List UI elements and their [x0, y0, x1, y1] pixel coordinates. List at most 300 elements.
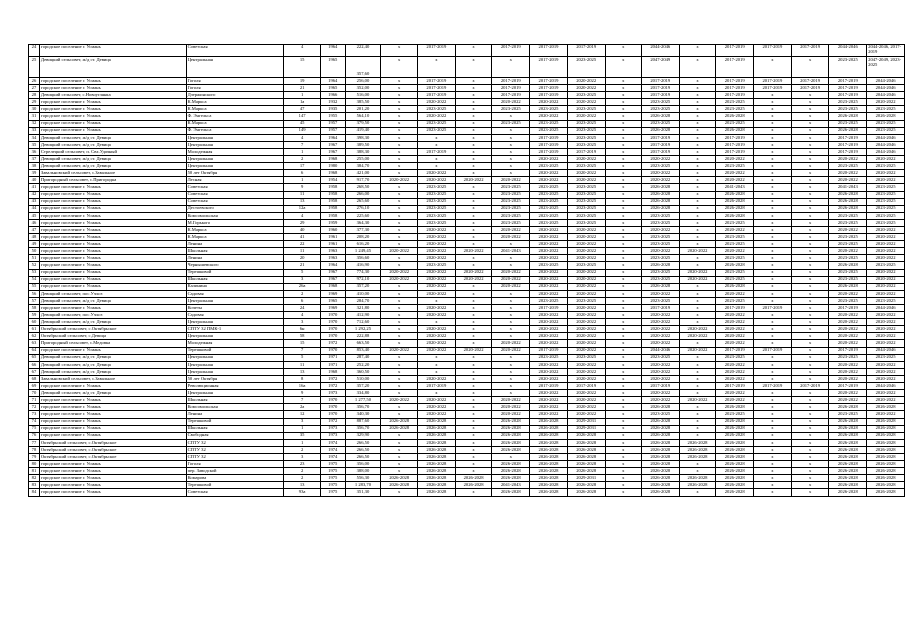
- table-cell-area: 516,00: [345, 92, 381, 99]
- table-cell-work-7: х: [605, 361, 641, 368]
- table-cell-work-7: х: [605, 326, 641, 333]
- table-row: [29, 390, 905, 397]
- table-cell-work-12: х: [791, 375, 829, 382]
- table-cell-work-12: х: [791, 461, 829, 468]
- table-cell-row-number: 69: [29, 383, 40, 390]
- table-cell-work-4: 2020-2022: [492, 283, 530, 290]
- table-row: [29, 354, 905, 361]
- table-cell-work-8: 2026-2028: [641, 191, 679, 198]
- table-cell-work-13: 2026-2028: [829, 262, 867, 269]
- table-cell-work-2: 2020-2022: [418, 276, 456, 283]
- table-cell-work-2: 2023-2025: [418, 106, 456, 113]
- table-cell-work-3: х: [455, 134, 492, 141]
- table-cell-area: 356,70: [345, 425, 381, 432]
- table-cell-work-11: х: [754, 113, 792, 120]
- table-cell-work-12: х: [791, 226, 829, 233]
- table-row: [29, 226, 905, 233]
- table-cell-work-1: х: [381, 113, 418, 120]
- table-cell-work-4: 2026-2028: [492, 475, 530, 482]
- table-row: [29, 340, 905, 347]
- table-cell-work-13: 2023-2025: [829, 57, 867, 78]
- table-cell-work-5: 2020-2022: [530, 177, 568, 184]
- table-cell-work-3: 2020-2022: [455, 276, 492, 283]
- table-cell-row-number: 29: [29, 99, 40, 106]
- table-cell-work-5: 2020-2022: [530, 113, 568, 120]
- table-cell-year-built: 1970: [320, 312, 345, 319]
- table-cell-street: Советская: [186, 45, 284, 57]
- table-cell-work-6: 2026-2028: [567, 468, 605, 475]
- table-cell-work-7: х: [605, 383, 641, 390]
- table-cell-work-6: 2023-2025: [567, 297, 605, 304]
- table-cell-work-3: х: [455, 184, 492, 191]
- table-cell-work-11: х: [754, 177, 792, 184]
- table-cell-street: Кочеты: [186, 305, 284, 312]
- table-cell-work-8: 2023-2025: [641, 354, 679, 361]
- table-cell-work-10: 2026-2028: [716, 425, 754, 432]
- table-cell-municipality: Стрелецкий сельсовет, п. Свх.Удачный: [39, 148, 186, 155]
- table-cell-work-5: 2026-2028: [530, 432, 568, 439]
- table-cell-area: 972,10: [345, 276, 381, 283]
- table-cell-work-3: х: [455, 468, 492, 475]
- table-cell-work-9: х: [679, 241, 716, 248]
- table-cell-work-14: 2023-2025: [867, 198, 905, 205]
- table-cell-work-2: х: [418, 297, 456, 304]
- table-cell-row-number: 35: [29, 141, 40, 148]
- table-cell-work-13: 2023-2025: [829, 219, 867, 226]
- table-cell-work-14: 2020-2022: [867, 170, 905, 177]
- table-cell-area: 853,40: [345, 347, 381, 354]
- table-cell-work-13: 2023-2025: [829, 106, 867, 113]
- table-cell-work-2: х: [418, 141, 456, 148]
- table-cell-year-built: 1975: [320, 461, 345, 468]
- table-row: [29, 397, 905, 404]
- table-cell-row-number: 25: [29, 57, 40, 78]
- table-cell-year-built: 1972: [320, 418, 345, 425]
- table-row: [29, 57, 905, 78]
- table-cell-work-6: 2023-2025: [567, 184, 605, 191]
- table-cell-work-9: х: [679, 141, 716, 148]
- table-cell-work-4: х: [492, 361, 530, 368]
- table-cell-row-number: 50: [29, 248, 40, 255]
- table-row: [29, 432, 905, 439]
- table-cell-work-6: 2026-2028: [567, 489, 605, 496]
- table-cell-work-1: х: [381, 305, 418, 312]
- table-cell-work-11: 2017-2019: [754, 347, 792, 354]
- table-cell-work-11: х: [754, 99, 792, 106]
- table-cell-work-9: х: [679, 170, 716, 177]
- table-cell-work-9: 2020-2022: [679, 248, 716, 255]
- table-cell-work-10: 2023-2025: [716, 241, 754, 248]
- table-cell-street: Советская: [186, 489, 284, 496]
- table-cell-area: 255,00: [345, 156, 381, 163]
- table-cell-work-5: 2020-2022: [530, 290, 568, 297]
- table-cell-work-12: х: [791, 269, 829, 276]
- table-cell-house-number: 6: [284, 297, 320, 304]
- table-cell-year-built: 1957: [320, 127, 345, 134]
- table-cell-year-built: 1970: [320, 397, 345, 404]
- table-cell-work-4: х: [492, 148, 530, 155]
- table-cell-work-12: х: [791, 390, 829, 397]
- table-cell-work-7: х: [605, 148, 641, 155]
- table-cell-work-14: 2044-2046, 2017-2019: [867, 45, 905, 57]
- table-cell-work-8: 2026-2028: [641, 489, 679, 496]
- table-cell-work-11: х: [754, 219, 792, 226]
- table-cell-work-9: х: [679, 191, 716, 198]
- table-cell-work-8: 2017-2019: [641, 141, 679, 148]
- table-cell-street: Комсомольская: [186, 404, 284, 411]
- table-cell-municipality: городское поселение г. Усмань: [39, 248, 186, 255]
- table-cell-row-number: 83: [29, 482, 40, 489]
- table-cell-work-4: 2020-2022: [492, 347, 530, 354]
- table-cell-work-8: 2020-2022: [641, 361, 679, 368]
- table-row: [29, 283, 905, 290]
- table-cell-area: 357,60: [345, 57, 381, 78]
- capital-repair-schedule-table: [28, 44, 905, 497]
- table-cell-work-2: х: [418, 163, 456, 170]
- table-cell-year-built: 1957: [320, 120, 345, 127]
- table-cell-house-number: 4: [284, 134, 320, 141]
- table-cell-work-14: 2020-2022: [867, 234, 905, 241]
- table-cell-work-3: х: [455, 312, 492, 319]
- table-cell-work-11: х: [754, 198, 792, 205]
- table-cell-work-13: 2017-2019: [829, 78, 867, 85]
- table-cell-street: Молодежная: [186, 340, 284, 347]
- table-cell-work-1: х: [381, 375, 418, 382]
- table-cell-municipality: городское поселение г. Усмань: [39, 461, 186, 468]
- table-cell-municipality: Девицкий сельсовет, пос.Учхоз: [39, 290, 186, 297]
- table-cell-street: Чернышевского: [186, 262, 284, 269]
- table-cell-work-8: 2026-2028: [641, 475, 679, 482]
- table-cell-work-6: 2017-2019: [567, 45, 605, 57]
- table-cell-work-10: 2020-2022: [716, 312, 754, 319]
- table-cell-street: Центральная: [186, 390, 284, 397]
- table-cell-work-12: х: [791, 234, 829, 241]
- table-cell-year-built: 1973: [320, 425, 345, 432]
- table-cell-street: Комсомольская: [186, 212, 284, 219]
- table-cell-year-built: 1972: [320, 383, 345, 390]
- table-cell-work-8: 2017-2019: [641, 383, 679, 390]
- table-cell-work-10: 2017-2019: [716, 347, 754, 354]
- table-cell-work-7: х: [605, 262, 641, 269]
- table-cell-work-13: 2020-2022: [829, 290, 867, 297]
- table-cell-work-14: 2020-2022: [867, 241, 905, 248]
- table-cell-municipality: Девицкий сельсовет, ж/д ст. Девица: [39, 368, 186, 375]
- table-cell-area: 360,50: [345, 368, 381, 375]
- table-cell-work-2: х: [418, 134, 456, 141]
- table-cell-year-built: 1980: [320, 163, 345, 170]
- table-cell-house-number: 41: [284, 234, 320, 241]
- table-cell-work-12: х: [791, 305, 829, 312]
- table-cell-street: Ленина: [186, 411, 284, 418]
- table-cell-work-2: 2023-2025: [418, 191, 456, 198]
- table-cell-work-11: х: [754, 156, 792, 163]
- table-cell-work-8: 2023-2025: [641, 297, 679, 304]
- table-cell-work-3: х: [455, 297, 492, 304]
- table-cell-work-6: 2017-2019: [567, 383, 605, 390]
- table-cell-work-2: 2023-2025: [418, 127, 456, 134]
- table-cell-work-3: х: [455, 219, 492, 226]
- table-cell-work-6: 2020-2022: [567, 85, 605, 92]
- table-cell-work-1: 2020-2022: [381, 177, 418, 184]
- table-cell-work-11: х: [754, 461, 792, 468]
- table-cell-work-4: 2020-2022: [492, 404, 530, 411]
- table-cell-area: 663,50: [345, 340, 381, 347]
- table-cell-work-8: 2017-2019: [641, 134, 679, 141]
- table-cell-work-8: 2047-2049: [641, 57, 679, 78]
- table-cell-work-10: 2023-2025: [716, 411, 754, 418]
- table-cell-work-14: 2023-2025: [867, 205, 905, 212]
- table-row: [29, 276, 905, 283]
- table-cell-work-3: х: [455, 283, 492, 290]
- table-cell-work-4: 2020-2022: [492, 269, 530, 276]
- table-cell-row-number: 28: [29, 92, 40, 99]
- table-cell-work-4: 2026-2028: [492, 461, 530, 468]
- table-cell-work-13: 2026-2028: [829, 113, 867, 120]
- table-cell-work-11: х: [754, 170, 792, 177]
- table-cell-work-10: 2023-2025: [716, 255, 754, 262]
- table-cell-work-2: 2023-2025: [418, 198, 456, 205]
- table-row: [29, 248, 905, 255]
- table-cell-house-number: 4: [284, 45, 320, 57]
- table-row: [29, 106, 905, 113]
- table-row: [29, 148, 905, 155]
- table-cell-work-3: х: [455, 326, 492, 333]
- table-cell-street: СПТУ 32: [186, 439, 284, 446]
- table-cell-work-12: х: [791, 453, 829, 460]
- table-cell-work-6: 2020-2022: [567, 241, 605, 248]
- table-cell-work-8: 2017-2019: [641, 92, 679, 99]
- table-cell-work-2: 2020-2022: [418, 226, 456, 233]
- table-cell-work-7: х: [605, 120, 641, 127]
- table-cell-work-13: 2017-2019: [829, 141, 867, 148]
- table-cell-work-4: х: [492, 375, 530, 382]
- table-cell-work-12: х: [791, 297, 829, 304]
- table-cell-work-2: 2026-2028: [418, 453, 456, 460]
- table-cell-work-1: х: [381, 191, 418, 198]
- table-cell-work-12: х: [791, 446, 829, 453]
- table-cell-work-1: х: [381, 92, 418, 99]
- table-cell-work-10: 2020-2022: [716, 397, 754, 404]
- table-cell-house-number: 2а: [284, 404, 320, 411]
- table-cell-work-7: х: [605, 354, 641, 361]
- table-cell-work-3: х: [455, 113, 492, 120]
- table-cell-work-8: 2026-2028: [641, 432, 679, 439]
- table-cell-work-1: х: [381, 439, 418, 446]
- table-cell-row-number: 51: [29, 255, 40, 262]
- table-cell-work-5: 2017-2019: [530, 78, 568, 85]
- table-cell-area: 887,60: [345, 418, 381, 425]
- table-cell-work-12: х: [791, 120, 829, 127]
- table-cell-work-13: 2026-2028: [829, 404, 867, 411]
- table-cell-work-7: х: [605, 113, 641, 120]
- table-cell-work-9: х: [679, 78, 716, 85]
- table-cell-work-4: 2023-2025: [492, 212, 530, 219]
- table-cell-work-7: х: [605, 248, 641, 255]
- table-cell-work-9: х: [679, 127, 716, 134]
- table-cell-municipality: Октябрьский сельсовет, с.Октябрьское: [39, 439, 186, 446]
- table-cell-work-12: х: [791, 425, 829, 432]
- table-cell-work-6: 2020-2022: [567, 290, 605, 297]
- table-cell-work-1: х: [381, 432, 418, 439]
- table-cell-municipality: городское поселение г. Усмань: [39, 418, 186, 425]
- table-cell-municipality: городское поселение г. Усмань: [39, 262, 186, 269]
- table-row: [29, 184, 905, 191]
- table-cell-work-1: х: [381, 446, 418, 453]
- table-cell-work-13: 2026-2028: [829, 191, 867, 198]
- table-cell-work-14: 2020-2022: [867, 411, 905, 418]
- table-cell-work-1: х: [381, 361, 418, 368]
- table-cell-work-14: 2020-2022: [867, 156, 905, 163]
- table-cell-house-number: 23: [284, 461, 320, 468]
- table-cell-work-5: 2023-2025: [530, 106, 568, 113]
- table-cell-work-4: 2020-2022: [492, 99, 530, 106]
- table-cell-year-built: 1968: [320, 283, 345, 290]
- table-cell-municipality: городское поселение г. Усмань: [39, 99, 186, 106]
- table-cell-work-4: 2020-2022: [492, 276, 530, 283]
- table-cell-house-number: 147: [284, 113, 320, 120]
- table-cell-work-12: х: [791, 475, 829, 482]
- table-cell-year-built: 1954: [320, 177, 345, 184]
- table-cell-house-number: 21: [284, 262, 320, 269]
- table-cell-work-14: 2044-2046: [867, 347, 905, 354]
- table-cell-work-6: 2026-2028: [567, 432, 605, 439]
- table-cell-work-2: 2023-2025: [418, 219, 456, 226]
- table-row: [29, 212, 905, 219]
- table-cell-area: 276,10: [345, 205, 381, 212]
- table-cell-work-6: 2020-2022: [567, 319, 605, 326]
- table-cell-house-number: 11: [284, 248, 320, 255]
- table-cell-area: 321,80: [345, 305, 381, 312]
- table-cell-area: 510,00: [345, 375, 381, 382]
- table-cell-work-5: 2017-2019: [530, 347, 568, 354]
- table-cell-work-14: 2026-2028: [867, 482, 905, 489]
- table-cell-work-1: 2020-2022: [381, 269, 418, 276]
- table-cell-year-built: 1964: [320, 45, 345, 57]
- table-cell-house-number: 26а: [284, 283, 320, 290]
- table-cell-work-4: 2026-2028: [492, 489, 530, 496]
- table-cell-street: Центральная: [186, 319, 284, 326]
- table-cell-house-number: 1: [284, 439, 320, 446]
- table-cell-work-11: х: [754, 361, 792, 368]
- table-cell-work-10: 2020-2022: [716, 390, 754, 397]
- table-cell-work-6: 2020-2022: [567, 248, 605, 255]
- table-row: [29, 255, 905, 262]
- table-cell-work-6: 2029-2031: [567, 475, 605, 482]
- table-cell-work-11: 2017-2019: [754, 383, 792, 390]
- table-cell-work-11: х: [754, 184, 792, 191]
- table-cell-work-1: 2026-2028: [381, 482, 418, 489]
- table-cell-work-2: 2020-2022: [418, 404, 456, 411]
- table-cell-area: 225,60: [345, 212, 381, 219]
- table-cell-area: 357,20: [345, 383, 381, 390]
- table-cell-work-5: 2026-2028: [530, 418, 568, 425]
- table-cell-house-number: 2: [284, 446, 320, 453]
- table-cell-work-11: х: [754, 340, 792, 347]
- table-cell-work-9: 2026-2028: [679, 439, 716, 446]
- table-cell-work-9: х: [679, 184, 716, 191]
- table-cell-work-13: 2020-2022: [829, 390, 867, 397]
- table-cell-municipality: городское поселение г. Усмань: [39, 397, 186, 404]
- table-cell-area: 917,70: [345, 177, 381, 184]
- table-cell-work-14: 2044-2046: [867, 134, 905, 141]
- table-cell-work-8: 2020-2022: [641, 368, 679, 375]
- table-cell-work-8: 2020-2022: [641, 319, 679, 326]
- table-cell-work-8: 2026-2028: [641, 113, 679, 120]
- table-cell-work-13: 2017-2019: [829, 134, 867, 141]
- table-cell-work-9: х: [679, 383, 716, 390]
- table-cell-work-12: х: [791, 92, 829, 99]
- table-cell-year-built: 1973: [320, 390, 345, 397]
- table-cell-work-11: х: [754, 57, 792, 78]
- table-row: [29, 191, 905, 198]
- table-cell-work-3: х: [455, 411, 492, 418]
- table-cell-work-8: 2026-2028: [641, 404, 679, 411]
- table-cell-work-5: 2020-2022: [530, 411, 568, 418]
- table-cell-work-3: х: [455, 45, 492, 57]
- table-cell-work-6: 2026-2028: [567, 453, 605, 460]
- table-cell-area: 266,50: [345, 446, 381, 453]
- table-row: [29, 85, 905, 92]
- table-cell-house-number: 2: [284, 468, 320, 475]
- table-cell-work-10: 2017-2019: [716, 148, 754, 155]
- table-cell-work-4: 2020-2022: [492, 177, 530, 184]
- table-cell-work-3: х: [455, 234, 492, 241]
- table-cell-row-number: 76: [29, 432, 40, 439]
- table-cell-work-11: х: [754, 354, 792, 361]
- table-cell-area: 334,80: [345, 390, 381, 397]
- table-cell-work-6: 2020-2022: [567, 361, 605, 368]
- table-cell-work-12: х: [791, 312, 829, 319]
- table-cell-work-3: х: [455, 106, 492, 113]
- table-cell-municipality: Девицкий сельсовет, ж/д ст. Девица: [39, 297, 186, 304]
- table-cell-work-7: х: [605, 418, 641, 425]
- table-cell-work-1: х: [381, 134, 418, 141]
- table-cell-work-9: 2026-2028: [679, 453, 716, 460]
- table-cell-work-1: х: [381, 141, 418, 148]
- table-cell-area: 222,88: [345, 333, 381, 340]
- table-cell-work-11: х: [754, 446, 792, 453]
- table-cell-street: Центральная: [186, 134, 284, 141]
- table-cell-house-number: 45: [284, 120, 320, 127]
- table-cell-work-12: х: [791, 347, 829, 354]
- table-cell-street: К.Маркса: [186, 120, 284, 127]
- table-row: [29, 262, 905, 269]
- table-row: [29, 425, 905, 432]
- table-cell-work-11: х: [754, 255, 792, 262]
- table-cell-work-8: 2020-2022: [641, 170, 679, 177]
- table-row: [29, 368, 905, 375]
- table-cell-work-4: х: [492, 141, 530, 148]
- table-row: [29, 475, 905, 482]
- table-cell-work-13: 2020-2022: [829, 156, 867, 163]
- table-cell-municipality: Октябрьский сельсовет, с.Октябрьское: [39, 446, 186, 453]
- table-cell-work-4: 2026-2028: [492, 468, 530, 475]
- table-cell-work-3: х: [455, 404, 492, 411]
- table-cell-work-1: х: [381, 241, 418, 248]
- table-cell-municipality: Девицкий сельсовет, ж/д ст. Девица: [39, 57, 186, 78]
- table-cell-work-6: 2020-2022: [567, 368, 605, 375]
- table-cell-work-13: 2026-2028: [829, 418, 867, 425]
- table-cell-year-built: 1971: [320, 361, 345, 368]
- table-cell-work-9: х: [679, 205, 716, 212]
- table-cell-work-6: 2020-2022: [567, 269, 605, 276]
- table-cell-work-12: х: [791, 156, 829, 163]
- table-cell-work-12: х: [791, 368, 829, 375]
- table-cell-year-built: 1970: [320, 347, 345, 354]
- table-cell-work-6: 2020-2022: [567, 397, 605, 404]
- table-cell-work-1: х: [381, 312, 418, 319]
- table-cell-work-8: 2020-2022: [641, 340, 679, 347]
